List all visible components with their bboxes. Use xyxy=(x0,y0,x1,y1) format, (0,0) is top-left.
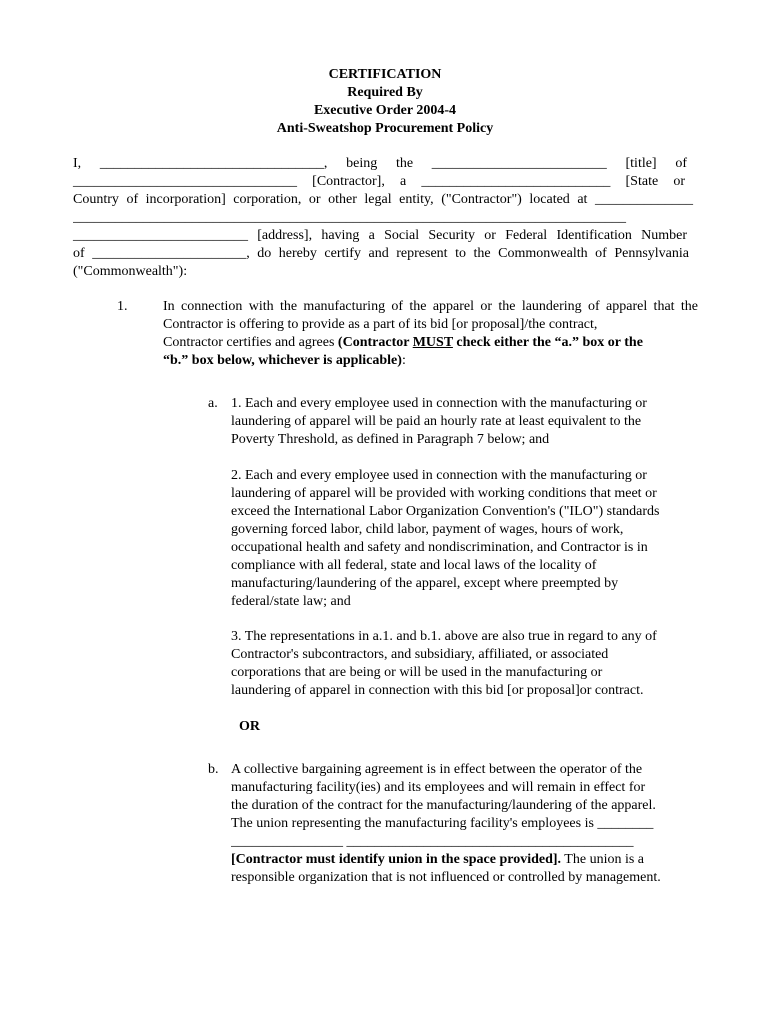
intro-line-7: ("Commonwealth"): xyxy=(73,264,188,279)
section1-line-3-bold-a: (Contractor xyxy=(337,335,413,350)
section1-line-4-bold: “b.” box below, whichever is applicable) xyxy=(163,353,402,368)
option-a-para1-line-3: Poverty Threshold, as defined in Paragraph 7 below; and xyxy=(231,432,550,447)
option-b-label: b. xyxy=(208,762,219,777)
title-required-by: Required By xyxy=(347,85,423,100)
option-b-line-2: manufacturing facility(ies) and its employees and will remain in effect for xyxy=(231,780,646,795)
option-b-line-1: A collective bargaining agreement is in effect between the operator of the xyxy=(231,762,643,777)
option-b-line-4: The union representing the manufacturing facility's employees is ________ xyxy=(231,816,654,831)
section1-line-3-bold-b: check either the “a.” box or the xyxy=(452,335,643,350)
option-a-para2-line-1: 2. Each and every employee used in connection with the manufacturing or xyxy=(231,468,647,483)
intro-line-6: of ______________________, do hereby certify and represent to the Commonwealth of Pennsylvania xyxy=(73,246,689,261)
option-a-para2-line-5: occupational health and safety and nondiscrimination, and Contractor is in xyxy=(231,540,648,555)
section1-line-1: In connection with the manufacturing of the apparel or the laundering of apparel that the xyxy=(163,299,698,314)
title-certification: CERTIFICATION xyxy=(328,67,442,82)
intro-line-4: _______________________________________________________________________________ xyxy=(73,210,626,225)
intro-line-3: Country of incorporation] corporation, or other legal entity, ("Contractor") located at ______________ xyxy=(73,192,693,207)
option-b-line-3: the duration of the contract for the manufacturing/laundering of the apparel. xyxy=(231,798,656,813)
option-a-label: a. xyxy=(208,396,218,411)
option-a-para1-line-2: laundering of apparel will be paid an hourly rate at least equivalent to the xyxy=(231,414,642,429)
option-a-para2-line-2: laundering of apparel will be provided with working conditions that meet or xyxy=(231,486,657,501)
must-emphasis: MUST xyxy=(412,335,453,350)
option-a-para2-line-4: governing forced labor, child labor, payment of wages, hours of work, xyxy=(231,522,624,537)
document-title xyxy=(0,66,770,138)
option-b-line-7: responsible organization that is not influenced or controlled by management. xyxy=(231,870,661,885)
option-a-para3-line-3: corporations that are being or will be used in the manufacturing or xyxy=(231,665,603,680)
option-a-para2-line-3: exceed the International Labor Organization Convention's ("ILO") standards xyxy=(231,504,660,519)
section1-line-2: Contractor is offering to provide as a part of its bid [or proposal]/the contract, xyxy=(163,317,598,332)
option-a-para2-line-6: compliance with all federal, state and local laws of the locality of xyxy=(231,558,597,573)
title-executive-order: Executive Order 2004-4 xyxy=(313,103,457,118)
option-a-para2-line-8: federal/state law; and xyxy=(231,594,351,609)
title-policy: Anti-Sweatshop Procurement Policy xyxy=(276,121,494,136)
union-instruction: [Contractor must identify union in the space provided]. xyxy=(231,852,562,867)
option-a-para1-line-1: 1. Each and every employee used in connection with the manufacturing or xyxy=(231,396,647,411)
option-a-para3-line-2: Contractor's subcontractors, and subsidiary, affiliated, or associated xyxy=(231,647,609,662)
option-a-para3-line-4: laundering of apparel in connection with this bid [or proposal]or contract. xyxy=(231,683,644,698)
or-separator: OR xyxy=(239,719,260,734)
section-number: 1. xyxy=(117,299,128,314)
option-a-para2-line-7: manufacturing/laundering of the apparel, except where preempted by xyxy=(231,576,619,591)
intro-line-1: I, ________________________________, being the _________________________ [title] of xyxy=(73,156,687,171)
option-b-line-5: ________________ _________________________________________ xyxy=(231,834,634,849)
intro-line-2: ________________________________ [Contractor], a ___________________________ [State or xyxy=(73,174,685,189)
intro-line-5: _________________________ [address], having a Social Security or Federal Identification Number xyxy=(73,228,687,243)
section1-line-3-plain: Contractor certifies and agrees xyxy=(163,335,338,350)
section1-line-4 xyxy=(163,352,406,370)
option-a-para3-line-1: 3. The representations in a.1. and b.1. above are also true in regard to any of xyxy=(231,629,657,644)
section1-line-4-end: : xyxy=(401,353,406,368)
option-b-line-6 xyxy=(231,851,644,869)
section1-line-3 xyxy=(163,334,643,352)
option-b-line-6-plain: The union is a xyxy=(561,852,645,867)
